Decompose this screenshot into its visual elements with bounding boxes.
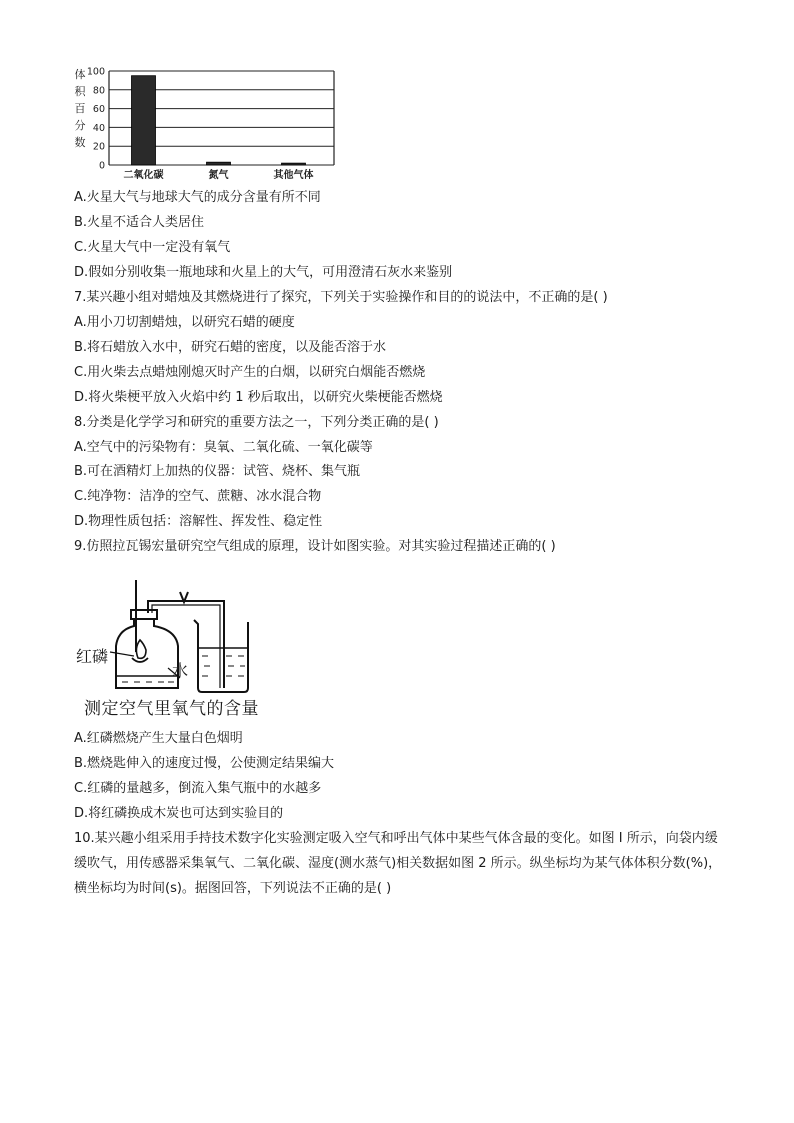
phosphorus-pointer bbox=[110, 652, 134, 656]
q9-option-d[interactable]: D.将红磷换成木炭也可达到实验目的 bbox=[74, 806, 284, 821]
gas-composition-bar-chart bbox=[70, 60, 340, 185]
bar bbox=[132, 76, 156, 165]
ylabel-char: 分 bbox=[74, 119, 86, 132]
label-water: 水 bbox=[172, 661, 189, 680]
q7-stem: 7.某兴趣小组对蜡烛及其燃烧进行了探究，下列关于实验操作和目的的说法中，不正确的是( ) bbox=[74, 290, 608, 305]
q9-option-a[interactable]: A.红磷燃烧产生大量白色烟明 bbox=[74, 731, 243, 746]
ylabel-char: 百 bbox=[74, 102, 86, 115]
q6-option-c[interactable]: C.火星大气中一定没有氧气 bbox=[74, 240, 231, 255]
label-red-phosphorus: 红磷 bbox=[76, 647, 109, 666]
q7-option-d[interactable]: D.将火柴梗平放入火焰中约 1 秒后取出，以研究火柴梗能否燃烧 bbox=[74, 390, 443, 405]
x-tick-label: 二氧化碳 bbox=[123, 170, 164, 181]
ylabel-char: 积 bbox=[74, 85, 86, 98]
y-tick-label: 0 bbox=[98, 160, 105, 172]
bottle-stopper bbox=[131, 610, 157, 619]
q7-option-a[interactable]: A.用小刀切割蜡烛，以研究石蜡的硬度 bbox=[74, 315, 295, 330]
y-axis-ticks bbox=[87, 67, 105, 172]
y-tick-label: 60 bbox=[92, 104, 105, 116]
q9-stem: 9.仿照拉瓦锡宏量研究空气组成的原理，设计如图实验。对其实验过程描述正确的( ) bbox=[74, 539, 556, 554]
bar bbox=[207, 162, 231, 165]
x-tick-label: 氮气 bbox=[208, 170, 229, 181]
q8-stem: 8.分类是化学学习和研究的重要方法之一，下列分类正确的是( ) bbox=[74, 415, 439, 430]
q9-option-b[interactable]: B.燃烧匙伸入的速度过慢，公使测定结果编大 bbox=[74, 756, 335, 771]
chart-bars bbox=[132, 76, 306, 165]
q8-option-a[interactable]: A.空气中的污染物有：臭氧、二氧化硫、一氧化碳等 bbox=[74, 440, 373, 455]
q10-stem: 10.某兴趣小组采用手持技术数字化实验测定吸入空气和呼出气体中某些气体含最的变化。如图 I 所示，向袋内缓缓吹气，用传感器采集氧气、二氧化碳、湿度(测水蒸气)相关数据如图 2 所示。纵坐标均为某气体体积分数(%)，横坐标均为时间(s)。据图回答，下列说法不正确的是( ) bbox=[74, 831, 722, 896]
y-tick-label: 100 bbox=[86, 66, 105, 78]
ylabel-char: 数 bbox=[74, 136, 86, 149]
q8-option-d[interactable]: D.物理性质包括：溶解性、挥发性、稳定性 bbox=[74, 514, 323, 529]
collection-bottle bbox=[116, 618, 178, 688]
x-axis-ticks bbox=[124, 168, 314, 181]
y-tick-label: 40 bbox=[92, 122, 105, 134]
ylabel-char: 体 bbox=[74, 68, 86, 81]
q8-option-b[interactable]: B.可在酒精灯上加热的仪器：试管、烧杯、集气瓶 bbox=[74, 464, 361, 479]
phosphorus-flame bbox=[136, 640, 146, 658]
q6-option-d[interactable]: D.假如分别收集一瓶地球和火星上的大气，可用澄清石灰水来鉴别 bbox=[74, 265, 453, 280]
y-axis-label bbox=[75, 67, 87, 149]
q9-option-c[interactable]: C.红磷的量越多，倒流入集气瓶中的水越多 bbox=[74, 781, 322, 796]
figure-caption: 测定空气里氧气的含量 bbox=[84, 699, 259, 719]
y-tick-label: 80 bbox=[92, 85, 105, 97]
q7-option-c[interactable]: C.用火柴去点蜡烛刚熄灭时产生的白烟，以研究白烟能否燃烧 bbox=[74, 365, 426, 380]
y-tick-label: 20 bbox=[92, 141, 105, 153]
bar bbox=[282, 163, 306, 165]
q6-option-b[interactable]: B.火星不适合人类居住 bbox=[74, 215, 205, 230]
q6-option-a[interactable]: A.火星大气与地球大气的成分含量有所不同 bbox=[74, 190, 321, 205]
q8-option-c[interactable]: C.纯净物：洁净的空气、蔗糖、冰水混合物 bbox=[74, 489, 322, 504]
q7-option-b[interactable]: B.将石蜡放入水中，研究石蜡的密度，以及能否溶于水 bbox=[74, 340, 387, 355]
x-tick-label: 其他气体 bbox=[273, 170, 314, 181]
